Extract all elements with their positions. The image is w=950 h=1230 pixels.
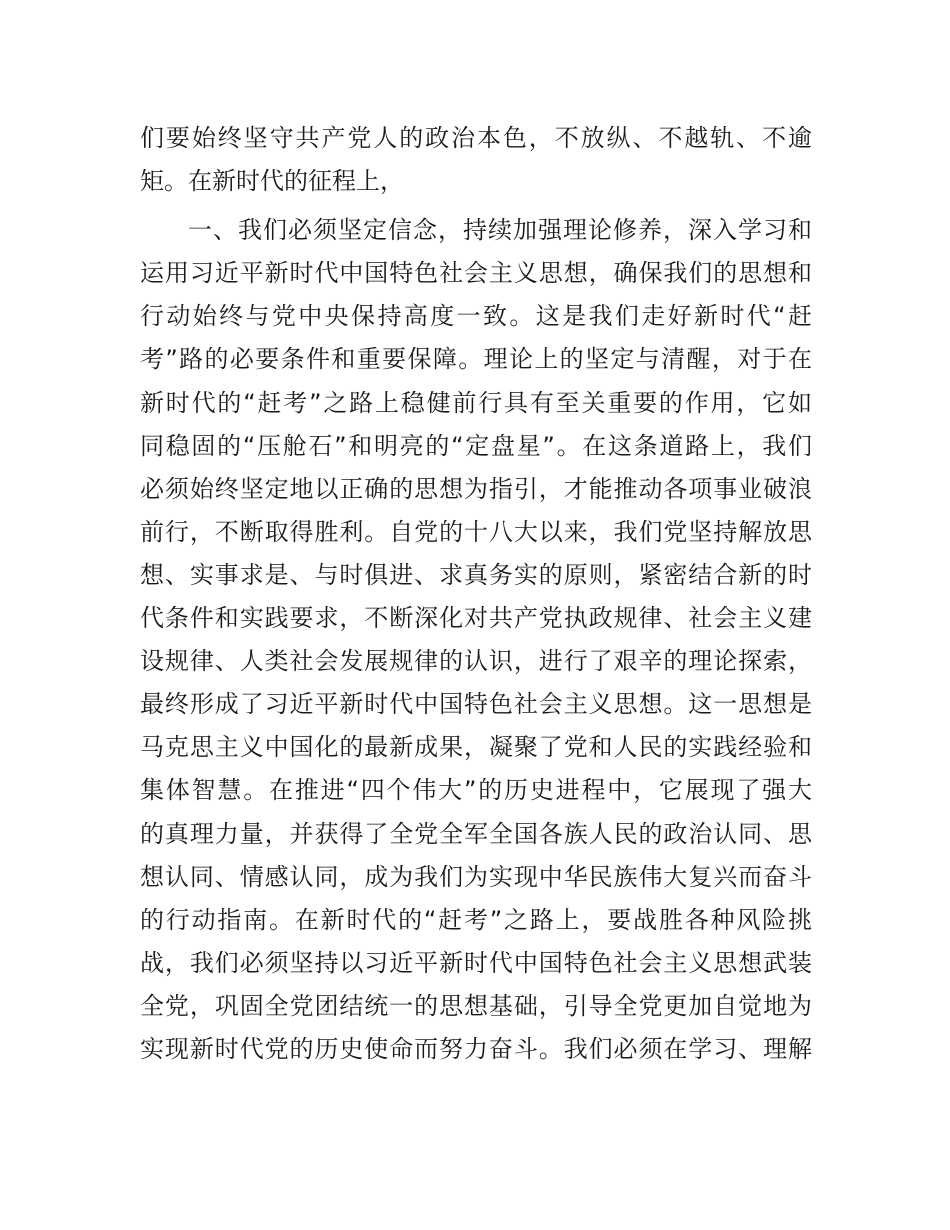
text-line: 行动始终与党中央保持高度一致。这是我们走好新时代“赶: [140, 302, 812, 331]
text-line: 同稳固的“压舱石”和明亮的“定盘星”。在这条道路上，我们: [140, 431, 812, 460]
text-line: 全党，巩固全党团结统一的思想基础，引导全党更加自觉地为: [140, 991, 812, 1020]
text-line: 想认同、情感认同，成为我们为实现中华民族伟大复兴而奋斗: [140, 862, 812, 891]
text-line: 战，我们必须坚持以习近平新时代中国特色社会主义思想武装: [140, 948, 812, 977]
text-line: 设规律、人类社会发展规律的认识，进行了艰辛的理论探索，: [140, 647, 812, 676]
text-line: 代条件和实践要求，不断深化对共产党执政规律、社会主义建: [140, 604, 812, 633]
text-line: 最终形成了习近平新时代中国特色社会主义思想。这一思想是: [140, 690, 812, 719]
text-line: 实现新时代党的历史使命而努力奋斗。我们必须在学习、理解: [140, 1034, 812, 1063]
text-line: 的行动指南。在新时代的“赶考”之路上，要战胜各种风险挑: [140, 905, 812, 934]
paragraph-1: [140, 117, 812, 203]
text-line: 矩。在新时代的征程上，: [140, 167, 404, 196]
text-line: 想、实事求是、与时俱进、求真务实的原则，紧密结合新的时: [140, 560, 812, 589]
text-line: 的真理力量，并获得了全党全军全国各族人民的政治认同、思: [140, 819, 812, 848]
text-line: 新时代的“赶考”之路上稳健前行具有至关重要的作用，它如: [140, 388, 812, 417]
text-line: 前行，不断取得胜利。自党的十八大以来，我们党坚持解放思: [140, 517, 812, 546]
paragraph-2: [140, 209, 812, 1071]
text-line: 运用习近平新时代中国特色社会主义思想，确保我们的思想和: [140, 259, 812, 288]
text-line: 一、我们必须坚定信念，持续加强理论修养，深入学习和: [188, 216, 812, 245]
text-line: 马克思主义中国化的最新成果，凝聚了党和人民的实践经验和: [140, 733, 812, 762]
text-line: 考”路的必要条件和重要保障。理论上的坚定与清醒，对于在: [140, 345, 812, 374]
body-text: [140, 117, 812, 1071]
text-line: 必须始终坚定地以正确的思想为指引，才能推动各项事业破浪: [140, 474, 812, 503]
text-line: 们要始终坚守共产党人的政治本色，不放纵、不越轨、不逾: [140, 124, 812, 152]
text-line: 集体智慧。在推进“四个伟大”的历史进程中，它展现了强大: [140, 776, 812, 805]
